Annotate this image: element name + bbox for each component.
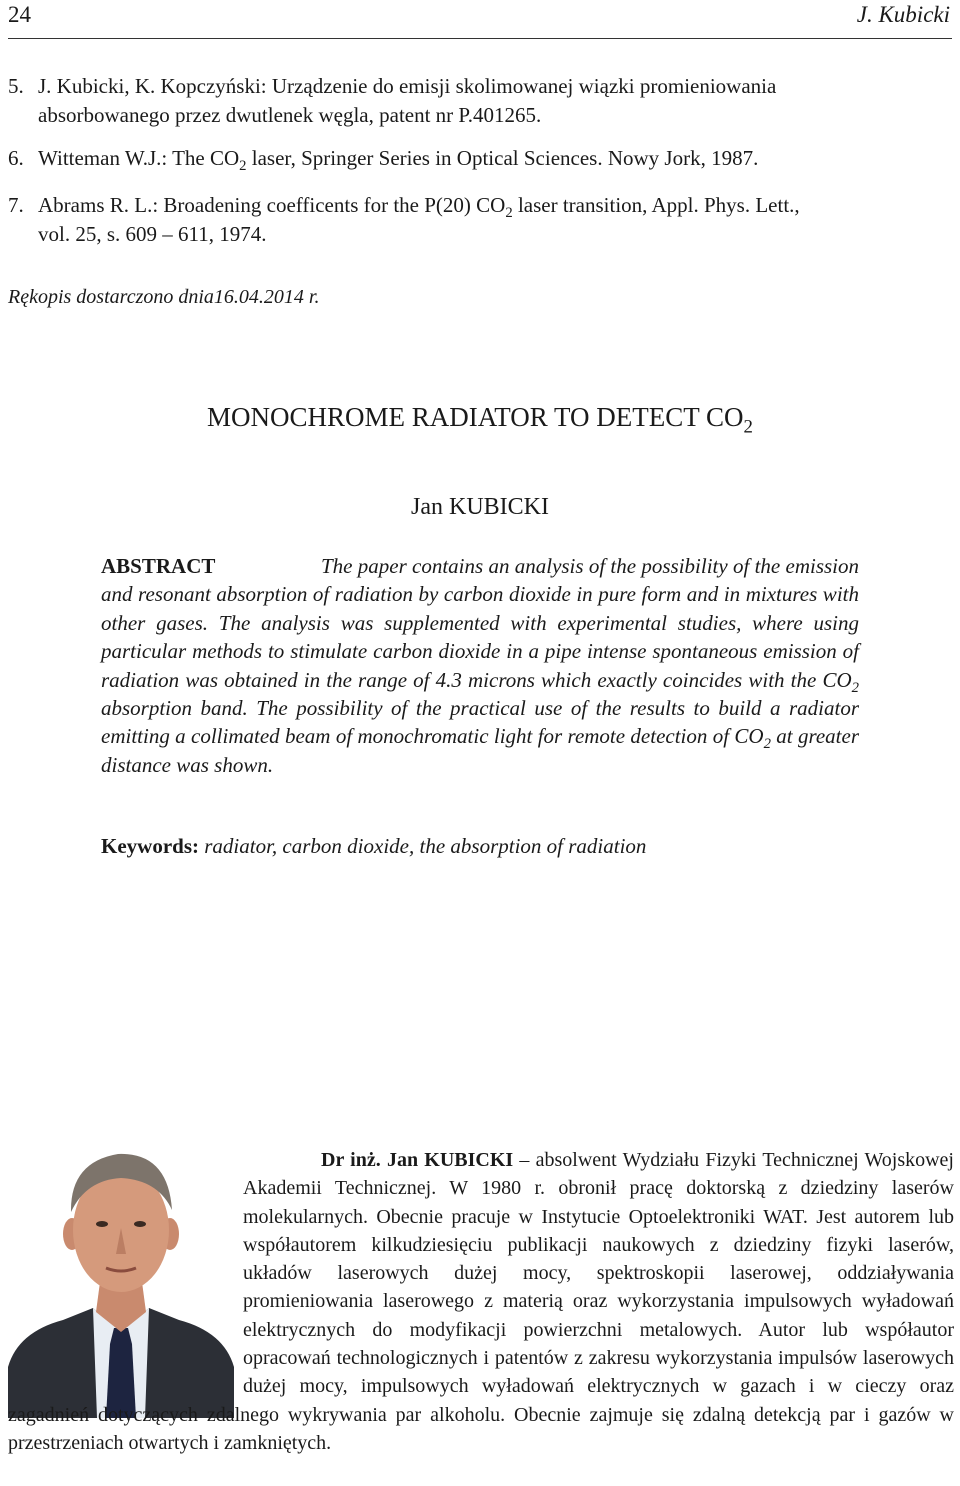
reference-text: Abrams R. L.: Broadening coefficents for the P(20) CO — [38, 193, 506, 217]
reference-6 — [8, 144, 954, 173]
reference-text: laser transition, Appl. Phys. Lett., — [512, 193, 800, 217]
photo-spacer — [8, 1146, 243, 1374]
abstract-text: The paper contains an analysis of the possibility of the emission and resonant absorption of radiation by carbon dioxide in pure form and in mixtures with other gases. The analysis was supplemented with experimental studies, where using particular methods to stimulate carbon dioxide in a pipe intense spontaneous emission of radiation was obtained in the range of 4.3 microns which exactly coincides with the CO — [101, 554, 859, 692]
reference-text: laser, Springer Series in Optical Sciences. Nowy Jork, 1987. — [246, 146, 759, 170]
reference-text: J. Kubicki, K. Kopczyński: Urządzenie do emisji skolimowanej wiązki promieniowania — [38, 74, 777, 98]
subscript: 2 — [505, 205, 513, 222]
bio-name: Dr inż. Jan KUBICKI — [321, 1149, 514, 1171]
keywords-value: radiator, carbon dioxide, the absorption of radiation — [199, 834, 647, 858]
running-head: J. Kubicki — [856, 2, 950, 27]
subscript: 2 — [763, 736, 771, 753]
abstract-text: absorption band. The possibility of the practical use of the results to build a radiator emitting a collimated beam of monochromatic light for remote detection of CO — [101, 696, 859, 749]
bio-text: – absolwent Wydziału Fizyki Technicznej Wojskowej Akademii Technicznej. W 1980 r. obronił pracę doktorską z dziedziny laserów molekularnych. Obecnie pracuje w Instytucie Optoelektroniki WAT. Jest autorem lub współautorem kilkudziesięciu publikacji naukowych z dziedziny fizyki laserów, układów laserowych dużej mocy, spektroskopii laserowej, oddziaływania promieniowania laserowego z materią oraz wykorzystania impulsowych wyładowań elektrycznych do modyfikacji powierzchni metalowych. Autor lub współautor opracowań technologicznych i patentów z zakresu wykorzystania impulsów laserowych dużej mocy, impulsowych wyładowań elektrycznych w gazach i w cieczy oraz zagadnień dotyczących zdalnego wykrywania par alkoholu. Obecnie zajmuje się zdalną detekcją par i gazów w przestrzeniach otwartych i zamkniętych. — [8, 1149, 954, 1454]
abstract-label: ABSTRACT — [101, 554, 216, 578]
keywords-label: Keywords: — [101, 834, 199, 858]
abstract — [101, 552, 859, 779]
subscript: 2 — [851, 679, 859, 696]
reference-5 — [8, 72, 954, 130]
subscript: 2 — [743, 416, 753, 438]
header-rule — [8, 38, 952, 39]
author-name: Jan KUBICKI — [411, 494, 549, 520]
author-biography — [8, 1146, 954, 1457]
title-text: MONOCHROME RADIATOR TO DETECT CO — [207, 402, 744, 432]
reference-number: 6. — [8, 146, 24, 170]
reference-number: 5. — [8, 74, 24, 98]
page-number: 24 — [8, 2, 31, 27]
reference-7 — [8, 191, 954, 249]
reference-number: 7. — [8, 193, 24, 217]
abstract-text: at greater distance was shown. — [101, 724, 859, 777]
reference-text-continued: vol. 25, s. 609 – 611, 1974. — [38, 222, 267, 246]
reference-text-continued: absorbowanego przez dwutlenek węgla, patent nr P.401265. — [38, 103, 542, 127]
keywords — [101, 834, 646, 859]
received-date: Rękopis dostarczono dnia16.04.2014 r. — [8, 286, 320, 308]
paper-title — [0, 402, 960, 438]
reference-text: Witteman W.J.: The CO — [38, 146, 240, 170]
subscript: 2 — [239, 158, 247, 175]
